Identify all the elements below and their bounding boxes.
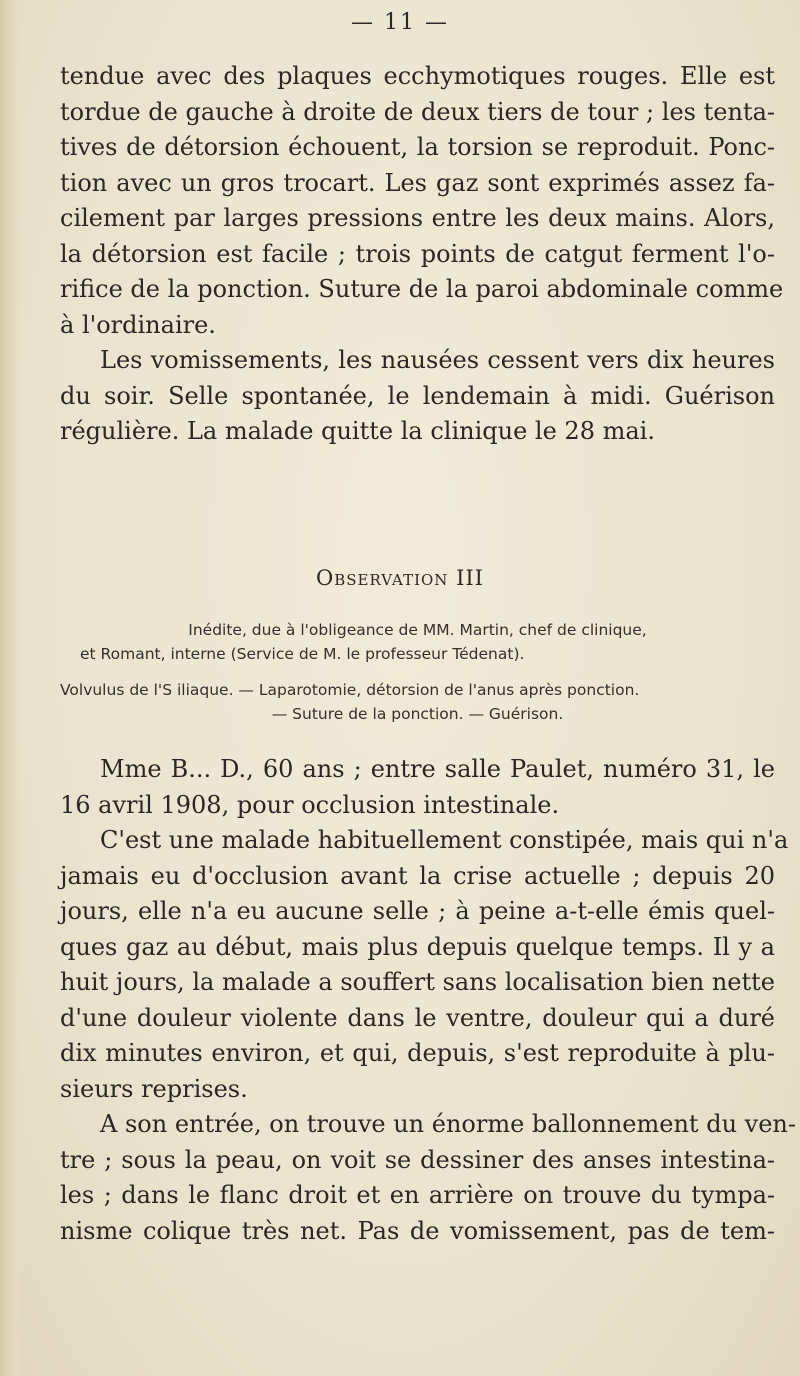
text-line: tives de détorsion échouent, la torsion se reproduit. Ponc- (60, 133, 775, 161)
text-line: les ; dans le flanc droit et en arrière on trouve du tympa- (60, 1181, 775, 1209)
observation-heading: Observation III (316, 566, 484, 590)
text-line: la détorsion est facile ; trois points de catgut ferment l'o- (60, 239, 775, 268)
text-line: d'une douleur violente dans le ventre, douleur qui a duré (60, 1003, 775, 1032)
paragraph-exam (60, 1107, 796, 1249)
page-number: — 11 — (351, 10, 449, 35)
text-line: jamais eu d'occlusion avant la crise actuelle ; depuis 20 (60, 861, 775, 890)
text-line: du soir. Selle spontanée, le lendemain à midi. Guérison (60, 381, 775, 410)
text-line: sieurs reprises. (60, 1074, 248, 1103)
text-line: nisme colique très net. Pas de vomissement, pas de tem- (60, 1216, 775, 1245)
text-line: tendue avec des plaques ecchymotiques rouges. Elle est (60, 62, 775, 90)
text-line: tre ; sous la peau, on voit se dessiner des anses intestina- (60, 1145, 775, 1174)
paragraph-continuation (60, 59, 784, 343)
paragraph-case (60, 752, 775, 823)
paragraph-recovery (60, 343, 775, 450)
text-line: 16 avril 1908, pour occlusion intestinale. (60, 790, 560, 819)
note-line: — Suture de la ponction. — Guérison. (271, 705, 564, 723)
text-line: tordue de gauche à droite de deux tiers de tour ; les tenta- (60, 97, 775, 126)
note-line: Volvulus de l'S iliaque. — Laparotomie, détorsion de l'anus après ponction. (60, 681, 640, 699)
paragraph-history (60, 823, 789, 1107)
text-line: A son entrée, on trouve un énorme ballonnement du ven- (100, 1110, 796, 1138)
text-line: jours, elle n'a eu aucune selle ; à peine a-t-elle émis quel- (60, 897, 775, 925)
text-line: rifice de la ponction. Suture de la paroi abdominale comme (60, 275, 784, 303)
text-line: à l'ordinaire. (60, 310, 216, 339)
text-line: cilement par larges pressions entre les deux mains. Alors, (60, 204, 775, 232)
text-line: tion avec un gros trocart. Les gaz sont exprimés assez fa- (60, 168, 775, 197)
text-line: Mme B... D., 60 ans ; entre salle Paulet, numéro 31, le (100, 755, 775, 783)
observation-note (60, 618, 775, 726)
note-line: et Romant, interne (Service de M. le professeur Tédenat). (80, 645, 525, 663)
text-line: dix minutes environ, et qui, depuis, s'est reproduite à plu- (60, 1039, 775, 1067)
text-line: huit jours, la malade a souffert sans localisation bien nette (60, 968, 775, 996)
text-line: Les vomissements, les nausées cessent vers dix heures (100, 346, 775, 374)
note-line: Inédite, due à l'obligeance de MM. Martin, chef de clinique, (188, 621, 647, 639)
text-line: C'est une malade habituellement constipée, mais qui n'a (100, 826, 789, 854)
text-line: ques gaz au début, mais plus depuis quelque temps. Il y a (60, 932, 775, 961)
text-line: régulière. La malade quitte la clinique le 28 mai. (60, 417, 655, 445)
page-edge-shadow (0, 0, 22, 1376)
